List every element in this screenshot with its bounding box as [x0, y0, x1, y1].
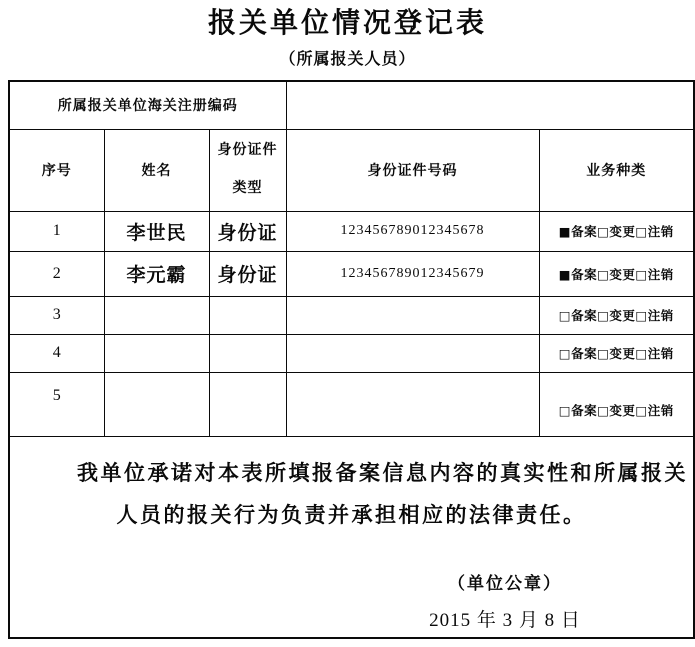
statement-row	[9, 436, 694, 638]
document-page	[0, 6, 695, 647]
cell-id-number	[286, 296, 539, 334]
table-row	[9, 334, 694, 372]
cell-business-checkboxes: □备案□变更□注销	[539, 334, 694, 372]
cell-name	[104, 372, 209, 436]
table-header-row	[9, 129, 694, 211]
cell-name: 李世民	[104, 211, 209, 251]
cell-name	[104, 334, 209, 372]
header-id-type-line1: 身份证件	[217, 143, 278, 158]
header-business-type: 业务种类	[539, 129, 694, 211]
cell-id-number	[286, 372, 539, 436]
page-subtitle: （所属报关人员）	[279, 51, 416, 68]
cell-business-checkboxes: □备案□变更□注销	[539, 296, 694, 334]
header-id-type-line2: 类型	[232, 181, 263, 196]
cell-business-checkboxes: □备案□变更□注销	[539, 372, 694, 436]
cell-id-type	[209, 296, 286, 334]
cell-seq: 4	[9, 334, 104, 372]
cell-id-type	[209, 372, 286, 436]
cell-id-number: 123456789012345679	[286, 251, 539, 296]
reg-code-row	[9, 81, 694, 129]
table-row	[9, 296, 694, 334]
table-row	[9, 372, 694, 436]
registration-table	[8, 80, 695, 639]
cell-id-type: 身份证	[209, 211, 286, 251]
cell-id-number: 123456789012345678	[286, 211, 539, 251]
header-name: 姓名	[104, 129, 209, 211]
cell-seq: 3	[9, 296, 104, 334]
cell-seq: 1	[9, 211, 104, 251]
cell-seq: 2	[9, 251, 104, 296]
cell-business-checkboxes: ■备案□变更□注销	[539, 251, 694, 296]
cell-name	[104, 296, 209, 334]
document-date: 2015 年 3 月 8 日	[429, 609, 581, 631]
company-seal-label: （单位公章）	[448, 573, 562, 593]
cell-business-checkboxes: ■备案□变更□注销	[539, 211, 694, 251]
table-row	[9, 251, 694, 296]
seal-date-block	[325, 572, 685, 634]
cell-name: 李元霸	[104, 251, 209, 296]
header-seq: 序号	[9, 129, 104, 211]
header-id-number: 身份证件号码	[286, 129, 539, 211]
cell-id-type	[209, 334, 286, 372]
cell-id-number	[286, 334, 539, 372]
reg-code-value-cell	[286, 81, 694, 129]
reg-code-label: 所属报关单位海关注册编码	[9, 81, 286, 129]
declaration-text: 我单位承诺对本表所填报备案信息内容的真实性和所属报关人员的报关行为负责并承担相应的法律责任。	[77, 460, 688, 527]
table-row	[9, 211, 694, 251]
header-id-type	[209, 129, 286, 211]
page-title: 报关单位情况登记表	[207, 8, 487, 39]
cell-seq: 5	[9, 372, 104, 436]
statement-cell	[9, 436, 694, 638]
cell-id-type: 身份证	[209, 251, 286, 296]
